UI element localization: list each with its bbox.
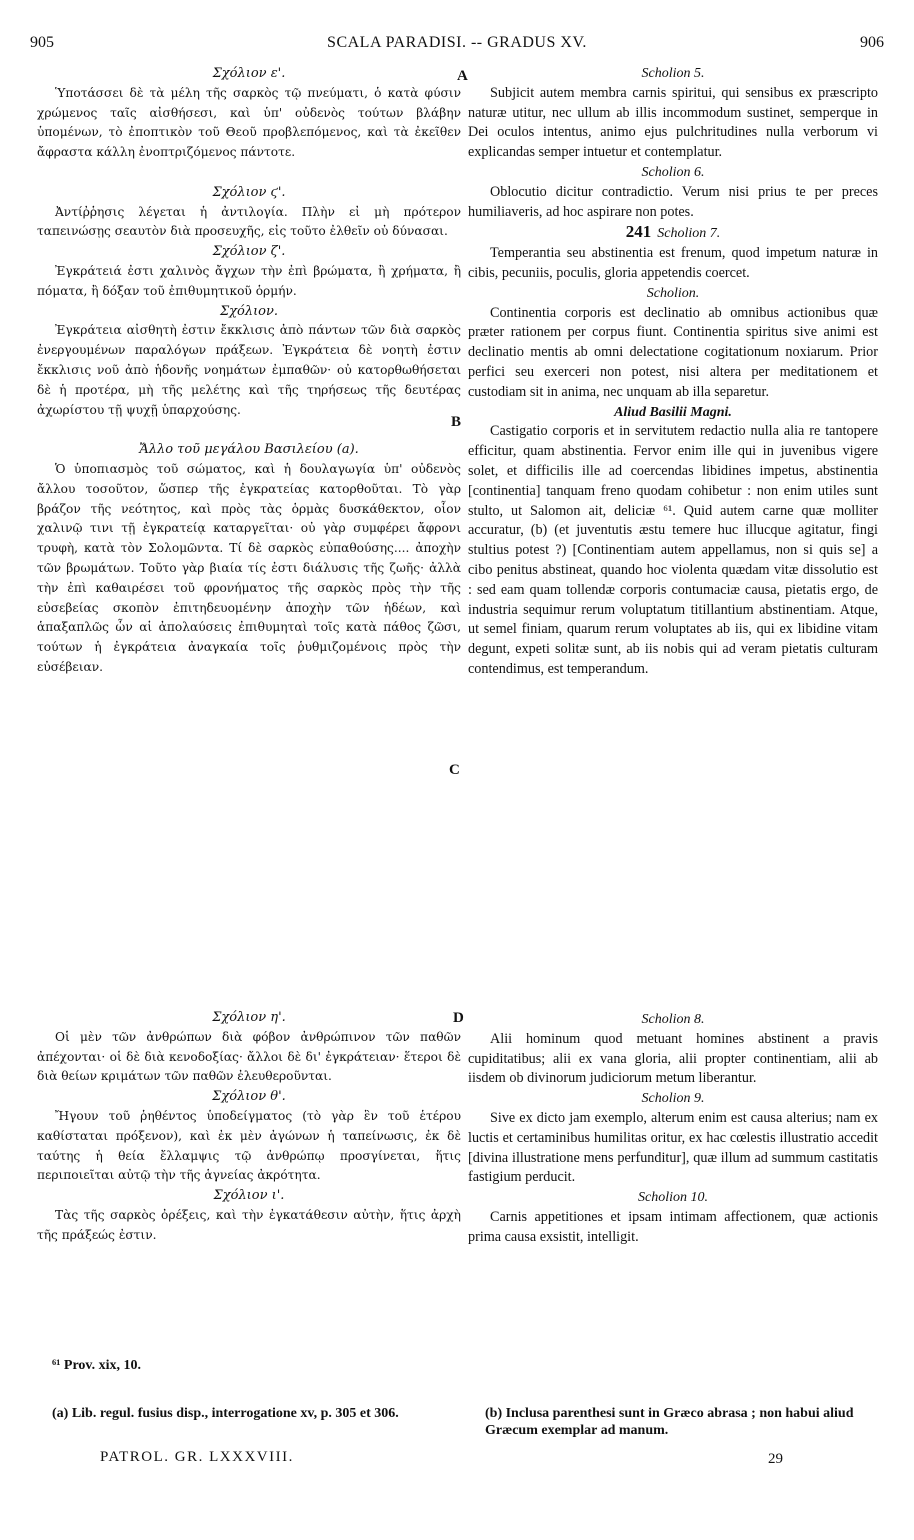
greek-heading: Σχόλιον θ'. <box>212 1089 286 1105</box>
page-number-right: 906 <box>860 34 884 51</box>
greek-paragraph: Ἀντίῤῥησις λέγεται ἡ ἀντιλογία. Πλὴν εἰ μὴ πρότερον ταπεινώσῃς σεαυτὸν διὰ προσευχῆς, εἰς τοῦτο ἐλθεῖν οὐ δύνασαι. <box>37 204 461 239</box>
latin-heading: Scholion 5. <box>641 66 705 81</box>
greek-paragraph: Ὑποτάσσει δὲ τὰ μέλη τῆς σαρκὸς τῷ πνεύματι, ὁ κατὰ φύσιν χρώμενος ταῖς αἰσθήσεσι, καὶ ὑπ' οὐδενὸς τούτων βλάβην ὑπομένων, τὸ ἐποπτικὸν τοῦ Θεοῦ προβλεπόμενος, καὶ τὰ ἐκεῖθεν ἄφραστα κάλλη ἐνοπτριζόμενος πάντοτε. <box>37 85 461 160</box>
margin-letter-a: A <box>457 68 468 84</box>
margin-letter-d: D <box>453 1010 464 1026</box>
latin-heading <box>468 222 878 244</box>
greek-paragraph: Ὁ ὑποπιασμὸς τοῦ σώματος, καὶ ἡ δουλαγωγία ὑπ' οὐδενὸς ἄλλου τοσοῦτον, ὥσπερ τῆς ἐγκρατείας κατορθοῦται. Τὸ γὰρ βράζον τῆς νεότητος, καὶ πρὸς τὰς ὁρμὰς δυσκάθεκτον, οἷον χαλινῷ τινι τῇ ἐγκρατείᾳ καταργεῖται· οὐ γὰρ συμφέρει ἄφρονι τρυφὴ, κατὰ τὸν Σολομῶντα. Τί δὲ σαρκὸς εὐπαθούσης.... ἀποχὴν τῶν βρωμάτων. Τοῦτο γὰρ βιαία τίς ἐστι διάλυσις τῆς ζωῆς· ἀλλὰ τὴν ἐπὶ καθαιρέσει τοῦ φρονήματος τῆς σαρκὸς πρὸς τὴν τῆς εὐσεβείας σκοπὸν ἐπιτηδευομένην ἀποχὴν τῶν ἡδέων, καὶ ἁπαξαπλῶς ὧν αἱ ἀπολαύσεις ἐπιθυμηταὶ τοῖς κατὰ πάθος ζῶσι, τούτων ἡ ἐγκράτεια ἀναγκαία τοῖς ῥυθμιζομένοις πρὸς τὴν εὐσέβειαν. <box>37 461 461 674</box>
series-imprint: PATROL. GR. LXXXVIII. <box>100 1449 294 1465</box>
greek-heading: Σχόλιον ε'. <box>212 66 286 81</box>
greek-heading: Σχόλιον ζ'. <box>212 244 286 260</box>
margin-letter-c: C <box>449 762 460 778</box>
page-header <box>30 34 884 58</box>
greek-paragraph: Ἐγκράτειά ἐστι χαλινὸς ἄγχων τὴν ἐπὶ βρώματα, ἢ χρήματα, ἢ πόματα, ἢ δόξαν τοῦ ἐπιθυμητικοῦ ὁρμήν. <box>37 263 461 298</box>
signature-mark: 29 <box>768 1451 783 1467</box>
column-number: 241 <box>625 222 652 242</box>
latin-paragraph: Sive ex dicto jam exemplo, alterum enim est causa alterius; nam ex luctis et certaminibus humilitas oritur, ex hac cœlestis illustratio accedit [divina illustratione mens perfunditur], quæ illum ad summum castitatis fastigium perducit. <box>468 1109 878 1186</box>
latin-column-lower <box>468 1010 878 1248</box>
greek-heading: Σχόλιον. <box>219 303 279 319</box>
greek-paragraph: Οἱ μὲν τῶν ἀνθρώπων διὰ φόβον ἀνθρώπινον τῶν παθῶν ἀπέχονται· οἱ δὲ διὰ κενοδοξίας· ἄλλοι δὲ δι' ἐγκράτειαν· ἕτεροι δὲ διὰ θείων κριμάτων τῶν παθῶν ἐλευθεροῦνται. <box>37 1029 461 1084</box>
greek-heading: Σχόλιον η'. <box>212 1010 286 1025</box>
latin-paragraph: Continentia corporis est declinatio ab omnibus actionibus quæ præter rationem per corpus fiunt. Continentia spiritus sive animi est declinatio mentis ab omni delectatione cogitationum noxiarum. Prior perfici seu exerceri non potest, nisi altera per meditationem et custodiam sit in anima, nec unquam ab illa separetur. <box>468 304 878 400</box>
footnote-prov: ⁶¹ Prov. xix, 10. <box>52 1358 142 1373</box>
latin-paragraph: Oblocutio dicitur contradictio. Verum nisi prius te per preces humiliaveris, ad hoc aspirare non potes. <box>468 183 878 220</box>
greek-column-lower <box>37 1008 461 1246</box>
latin-heading: Scholion 6. <box>641 164 705 180</box>
latin-heading: Scholion 9. <box>641 1091 705 1107</box>
latin-paragraph: Alii hominum quod metuant homines abstinent a pravis cupiditatibus; alii ex vana gloria, alii propter continentiam, alii ab iisdem ob divinorum judiciorum metum liberantur. <box>468 1030 878 1087</box>
greek-heading: Σχόλιον ι'. <box>213 1188 285 1204</box>
latin-paragraph: Carnis appetitiones et ipsam intimam affectionem, quæ actionis prima causa exsistit, intelligit. <box>468 1208 878 1245</box>
latin-heading: Aliud Basilii Magni. <box>614 404 732 420</box>
latin-heading: Scholion 10. <box>638 1190 708 1206</box>
margin-letter-b: B <box>451 414 462 430</box>
greek-paragraph: Ἐγκράτεια αἰσθητὴ ἐστιν ἔκκλισις ἀπὸ πάντων τῶν διὰ σαρκὸς ἐνεργουμένων παραλόγων πράξεων. Ἐγκράτεια δὲ νοητὴ ἐστιν ἔκκλισις νοῦ ἀπὸ ἡδονῆς νοημάτων ἐμπαθῶν· οὐ κατορθωθήσεται δὲ ἡ προτέρα, μὴ τῆς μελέτης καὶ τῆς τηρήσεως τῆς δευτέρας ἀχωρίστου τῇ ψυχῇ ὑπαρχούσης. <box>37 323 461 417</box>
greek-heading: Σχόλιον ϛ'. <box>212 184 286 200</box>
greek-column <box>37 64 461 678</box>
footnote-b: (b) Inclusa parenthesi sunt in Græco abrasa ; non habui aliud Græcum exemplar ad manum. <box>485 1406 854 1438</box>
latin-heading: Scholion. <box>646 285 700 301</box>
latin-paragraph: Castigatio corporis et in servitutem redactio nulla alia re tantopere efficitur, quam abstinentia. Fervor enim ille qui in juvenibus vigere solet, et difficilis ille ad coercendas libidines impetus, abstinentia [continentia] tanquam freno quodam cohibetur : non enim utiles sunt stulto, ut Salomon ait, deliciæ ⁶¹. Quid autem carne quæ molliter accuratur, (b) (et juventutis æstu temere huc illucque agitatur, fingi stultius potest ?) [Continentiam autem appellamus, non si quis se] a cibo penitus abstineat, quando hoc violenta quædam vitæ dissolutio est : sed eam quam tollendæ corporis contumaciæ causa, pietatis ergo, de industria sequimur rerum voluptatum titillantium abstinentiam. Atque, ut semel finiam, quarum rerum voluptates ab iis, qui ex libidine vitam degunt, expeti solitæ sunt, ab iis nobis qui ad veram pietatis culturam contendimus, est temperandum. <box>468 423 878 677</box>
latin-paragraph: Subjicit autem membra carnis spiritui, qui sensibus ex præscripto naturæ utitur, nec ullum ab illis incommodum sustinet, semperque in Dei oculos intentus, animo ejus pulchritudines nulla verborum vi explicandas semper intuetur et contemplatur. <box>468 84 878 161</box>
latin-heading: Scholion 8. <box>641 1012 705 1027</box>
page-number-left: 905 <box>30 34 54 51</box>
greek-paragraph: Τὰς τῆς σαρκὸς ὀρέξεις, καὶ τὴν ἐγκατάθεσιν αὐτὴν, ἥτις ἀρχὴ τῆς πράξεώς ἐστιν. <box>37 1207 461 1242</box>
greek-heading: Ἄλλο τοῦ μεγάλου Βασιλείου (a). <box>139 442 359 458</box>
latin-column <box>468 64 878 680</box>
latin-heading-text: Scholion 7. <box>657 226 721 242</box>
running-title: SCALA PARADISI. -- GRADUS XV. <box>327 34 587 51</box>
greek-paragraph: Ἤγουν τοῦ ῥηθέντος ὑποδείγματος (τὸ γὰρ ἓν τοῦ ἑτέρου καθίσταται πρόξενον), καὶ ἐκ μὲν ἀγώνων ἡ ταπείνωσις, ἐκ δὲ ταύτης ἡ θεία ἔλλαμψις τῷ ἀνθρώπῳ προσγίνεται, ἥτις περιποιεῖται αὐτῷ τὴν τῆς ἁγνείας ἀκρότητα. <box>37 1108 461 1183</box>
footnote-a: (a) Lib. regul. fusius disp., interrogatione xv, p. 305 et 306. <box>52 1406 399 1421</box>
latin-paragraph: Temperantia seu abstinentia est frenum, quod impetum naturæ in cibis, pecuniis, poculis, gloria appetendis coercet. <box>468 245 878 281</box>
